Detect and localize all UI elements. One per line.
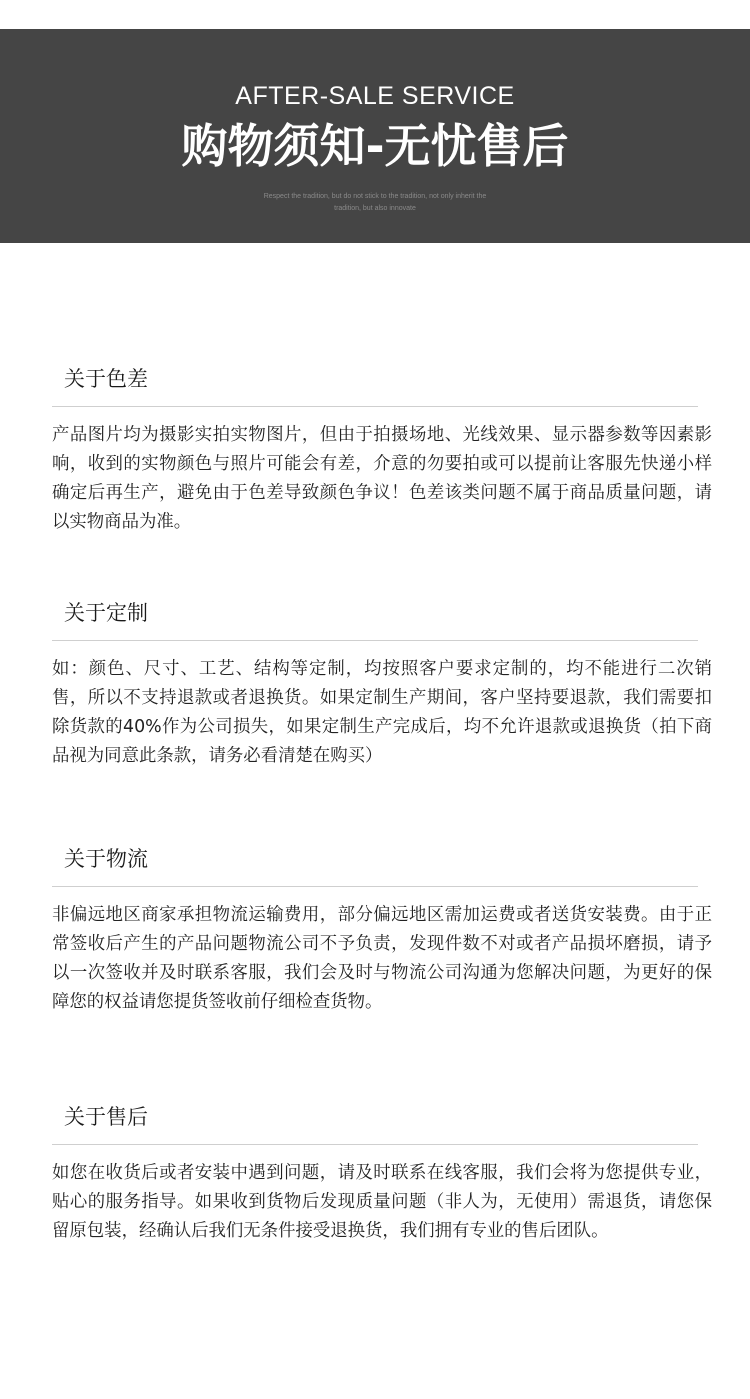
section-divider xyxy=(52,640,698,641)
section-title: 关于物流 xyxy=(64,847,148,871)
section-divider xyxy=(52,886,698,887)
section-body: 产品图片均为摄影实拍实物图片，但由于拍摄场地、光线效果、显示器参数等因素影响，收到的实物颜色与照片可能会有差，介意的勿要拍或可以提前让客服先快递小样确定后再生产，避免由于色差导致颜色争议！色差该类问题不属于商品质量问题，请以实物商品为准。 xyxy=(52,425,712,532)
banner-title-chinese: 购物须知-无忧售后 xyxy=(181,119,569,173)
section-body: 如：颜色、尺寸、工艺、结构等定制，均按照客户要求定制的，均不能进行二次销售，所以不支持退款或者退换货。如果定制生产期间，客户坚持要退款，我们需要扣除货款的40%作为公司损失，如果定制生产完成后，均不允许退款或退换货（拍下商品视为同意此条款，请务必看清楚在购买） xyxy=(52,659,712,766)
section-title: 关于定制 xyxy=(64,601,148,625)
banner-slogan: Respect the tradition, but do not stick to the tradition, not only inherit the tradition, but also innovate xyxy=(263,193,487,212)
section-logistics xyxy=(52,842,712,1017)
section-divider xyxy=(52,1144,698,1145)
section-body: 非偏远地区商家承担物流运输费用，部分偏远地区需加运费或者送货安装费。由于正常签收后产生的产品问题物流公司不予负责，发现件数不对或者产品损坏磨损，请予以一次签收并及时联系客服，我们会及时与物流公司沟通为您解决问题，为更好的保障您的权益请您提货签收前仔细检查货物。 xyxy=(52,905,712,1012)
header-banner xyxy=(0,29,750,243)
section-title: 关于色差 xyxy=(64,367,148,391)
section-color-difference xyxy=(52,362,712,537)
section-after-sale xyxy=(52,1100,712,1246)
section-divider xyxy=(52,406,698,407)
section-body: 如您在收货后或者安装中遇到问题，请及时联系在线客服，我们会将为您提供专业，贴心的服务指导。如果收到货物后发现质量问题（非人为，无使用）需退货，请您保留原包装，经确认后我们无条件接受退换货，我们拥有专业的售后团队。 xyxy=(52,1163,712,1241)
banner-title-english: AFTER-SALE SERVICE xyxy=(235,82,515,110)
section-customization xyxy=(52,596,712,771)
section-title: 关于售后 xyxy=(64,1105,148,1129)
